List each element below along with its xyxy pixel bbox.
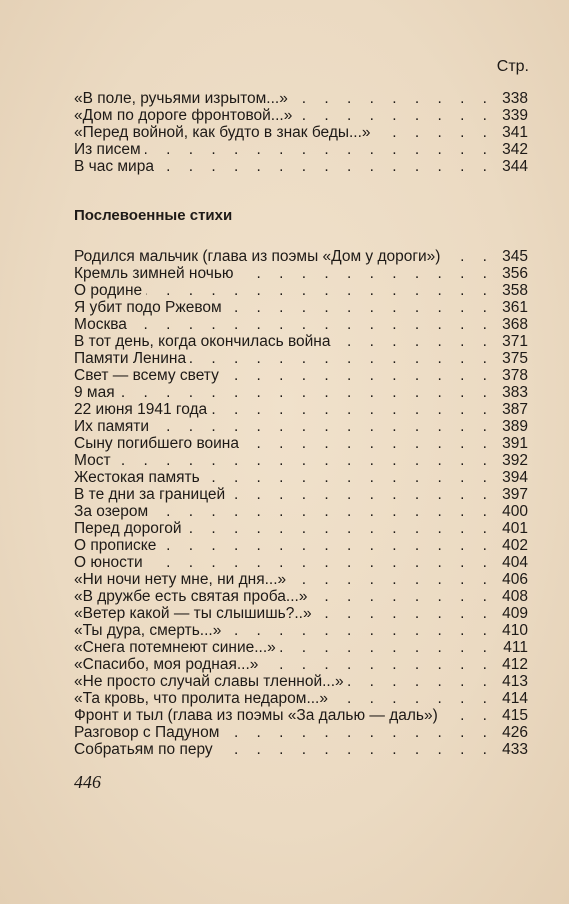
dot-leader xyxy=(145,141,494,158)
toc-entry-page: 414 xyxy=(502,690,528,707)
toc-entry-page: 338 xyxy=(502,90,528,107)
toc-entry-title: «Ни ночи нету мне, ни дня...» xyxy=(74,571,287,588)
toc-entry-page: 392 xyxy=(502,452,528,469)
toc-entry-page: 415 xyxy=(502,707,528,724)
dot-leader xyxy=(311,588,494,605)
toc-entry-page: 387 xyxy=(502,401,528,418)
dot-leader xyxy=(115,452,494,469)
toc-entry-title: «Не просто случай славы тленной...» xyxy=(74,673,344,690)
toc-entry-title: «Ветер какой — ты слышишь?..» xyxy=(74,605,312,622)
toc-entry-page: 389 xyxy=(502,418,528,435)
toc-list-postwar xyxy=(74,248,528,758)
toc-entry-title: В те дни за границей xyxy=(74,486,226,503)
toc-entry-title: Мост xyxy=(74,452,111,469)
toc-entry xyxy=(74,622,528,639)
toc-entry-page: 426 xyxy=(502,724,528,741)
toc-entry-page: 397 xyxy=(502,486,528,503)
toc-entry xyxy=(74,367,528,384)
toc-entry xyxy=(74,141,528,158)
toc-entry xyxy=(74,248,528,265)
toc-entry-page: 404 xyxy=(502,554,528,571)
toc-entry xyxy=(74,554,528,571)
toc-entry-page: 391 xyxy=(502,435,528,452)
toc-entry-page: 409 xyxy=(502,605,528,622)
toc-entry xyxy=(74,656,528,673)
toc-entry-title: О прописке xyxy=(74,537,157,554)
toc-entry-title: «Та кровь, что пролита недаром...» xyxy=(74,690,328,707)
dot-leader xyxy=(190,350,494,367)
toc-entry xyxy=(74,469,528,486)
toc-entry-page: 378 xyxy=(502,367,528,384)
dot-leader xyxy=(160,537,494,554)
dot-leader xyxy=(223,724,494,741)
toc-entry-page: 358 xyxy=(502,282,528,299)
toc-entry-page: 400 xyxy=(502,503,528,520)
toc-entry-title: «В дружбе есть святая проба...» xyxy=(74,588,308,605)
toc-entry xyxy=(74,401,528,418)
dot-leader xyxy=(223,367,494,384)
toc-entry-title: Кремль зимней ночью xyxy=(74,265,234,282)
toc-entry-page: 356 xyxy=(502,265,528,282)
toc-entry-title: Памяти Ленина xyxy=(74,350,187,367)
dot-leader xyxy=(119,384,494,401)
toc-entry-title: Фронт и тыл (глава из поэмы «За далью — даль») xyxy=(74,707,438,724)
dot-leader xyxy=(375,124,494,141)
toc-entry-page: 341 xyxy=(502,124,528,141)
dot-leader xyxy=(238,265,494,282)
toc-list-top xyxy=(74,90,528,175)
dot-leader xyxy=(153,418,494,435)
toc-entry-title: «Снега потемнеют синие...» xyxy=(74,639,276,656)
toc-entry xyxy=(74,486,528,503)
toc-entry-title: Жестокая память xyxy=(74,469,200,486)
toc-entry xyxy=(74,639,528,656)
toc-entry-title: Я убит подо Ржевом xyxy=(74,299,222,316)
toc-entry-page: 411 xyxy=(503,639,528,656)
toc-entry xyxy=(74,299,528,316)
toc-entry-page: 408 xyxy=(502,588,528,605)
dot-leader xyxy=(186,520,494,537)
toc-entry-title: «В поле, ручьями изрытом...» xyxy=(74,90,288,107)
dot-leader xyxy=(290,571,494,588)
toc-entry xyxy=(74,282,528,299)
toc-entry-page: 339 xyxy=(502,107,528,124)
toc-entry-title: «Дом по дороге фронтовой...» xyxy=(74,107,293,124)
dot-leader xyxy=(332,690,494,707)
toc-entry-page: 433 xyxy=(502,741,528,758)
toc-entry xyxy=(74,333,528,350)
toc-entry xyxy=(74,452,528,469)
dot-leader xyxy=(146,282,494,299)
toc-entry-title: Свет — всему свету xyxy=(74,367,219,384)
toc-entry-title: «Спасибо, моя родная...» xyxy=(74,656,259,673)
dot-leader xyxy=(147,554,494,571)
section-heading: Послевоенные стихи xyxy=(74,207,233,224)
toc-entry-page: 368 xyxy=(502,316,528,333)
toc-entry-title: О юности xyxy=(74,554,143,571)
toc-entry-page: 345 xyxy=(502,248,528,265)
toc-entry-title: Из писем xyxy=(74,141,141,158)
dot-leader xyxy=(225,622,494,639)
dot-leader xyxy=(158,158,494,175)
dot-leader xyxy=(217,741,494,758)
toc-entry xyxy=(74,690,528,707)
dot-leader xyxy=(292,90,494,107)
toc-entry-title: 9 мая xyxy=(74,384,115,401)
toc-entry xyxy=(74,90,528,107)
toc-entry-page: 410 xyxy=(502,622,528,639)
dot-leader xyxy=(204,469,494,486)
toc-entry xyxy=(74,571,528,588)
toc-entry-title: Москва xyxy=(74,316,127,333)
toc-entry xyxy=(74,673,528,690)
toc-entry-title: 22 июня 1941 года xyxy=(74,401,208,418)
toc-entry-title: Родился мальчик (глава из поэмы «Дом у дороги») xyxy=(74,248,441,265)
dot-leader xyxy=(334,333,494,350)
toc-entry xyxy=(74,605,528,622)
toc-entry xyxy=(74,418,528,435)
toc-entry-title: О родине xyxy=(74,282,143,299)
dot-leader xyxy=(444,248,494,265)
toc-entry-page: 406 xyxy=(502,571,528,588)
toc-entry-page: 412 xyxy=(502,656,528,673)
toc-entry-page: 375 xyxy=(502,350,528,367)
dot-leader xyxy=(316,605,494,622)
dot-leader xyxy=(152,503,494,520)
page-number: 446 xyxy=(74,772,101,792)
toc-entry-page: 342 xyxy=(502,141,528,158)
toc-entry-title: Их памяти xyxy=(74,418,150,435)
dot-leader xyxy=(262,656,494,673)
toc-entry-page: 344 xyxy=(502,158,528,175)
toc-entry xyxy=(74,158,528,175)
toc-entry xyxy=(74,503,528,520)
toc-entry xyxy=(74,724,528,741)
toc-entry-title: Разговор с Падуном xyxy=(74,724,220,741)
toc-entry-page: 371 xyxy=(502,333,528,350)
toc-entry xyxy=(74,124,528,141)
toc-entry-title: Перед дорогой xyxy=(74,520,182,537)
toc-entry-title: «Перед войной, как будто в знак беды...» xyxy=(74,124,371,141)
dot-leader xyxy=(348,673,494,690)
dot-leader xyxy=(280,639,494,656)
dot-leader xyxy=(131,316,494,333)
toc-entry xyxy=(74,350,528,367)
toc-entry-page: 383 xyxy=(502,384,528,401)
toc-entry-title: В час мира xyxy=(74,158,154,175)
toc-entry-title: Сыну погибшего воина xyxy=(74,435,239,452)
toc-entry xyxy=(74,707,528,724)
toc-entry xyxy=(74,384,528,401)
toc-entry-page: 394 xyxy=(502,469,528,486)
toc-entry-title: Собратьям по перу xyxy=(74,741,213,758)
toc-entry-page: 402 xyxy=(502,537,528,554)
dot-leader xyxy=(226,299,494,316)
toc-entry xyxy=(74,265,528,282)
dot-leader xyxy=(442,707,494,724)
toc-entry-page: 361 xyxy=(502,299,528,316)
dot-leader xyxy=(229,486,494,503)
toc-entry-title: «Ты дура, смерть...» xyxy=(74,622,222,639)
toc-entry xyxy=(74,537,528,554)
page-column-label: Стр. xyxy=(496,58,529,75)
toc-entry xyxy=(74,107,528,124)
toc-entry-title: В тот день, когда окончилась война xyxy=(74,333,331,350)
toc-entry xyxy=(74,741,528,758)
toc-entry xyxy=(74,588,528,605)
dot-leader xyxy=(243,435,494,452)
toc-entry-page: 401 xyxy=(502,520,528,537)
toc-entry xyxy=(74,520,528,537)
toc-entry-title: За озером xyxy=(74,503,149,520)
dot-leader xyxy=(211,401,494,418)
dot-leader xyxy=(296,107,494,124)
toc-entry-page: 413 xyxy=(502,673,528,690)
toc-entry xyxy=(74,316,528,333)
toc-entry xyxy=(74,435,528,452)
